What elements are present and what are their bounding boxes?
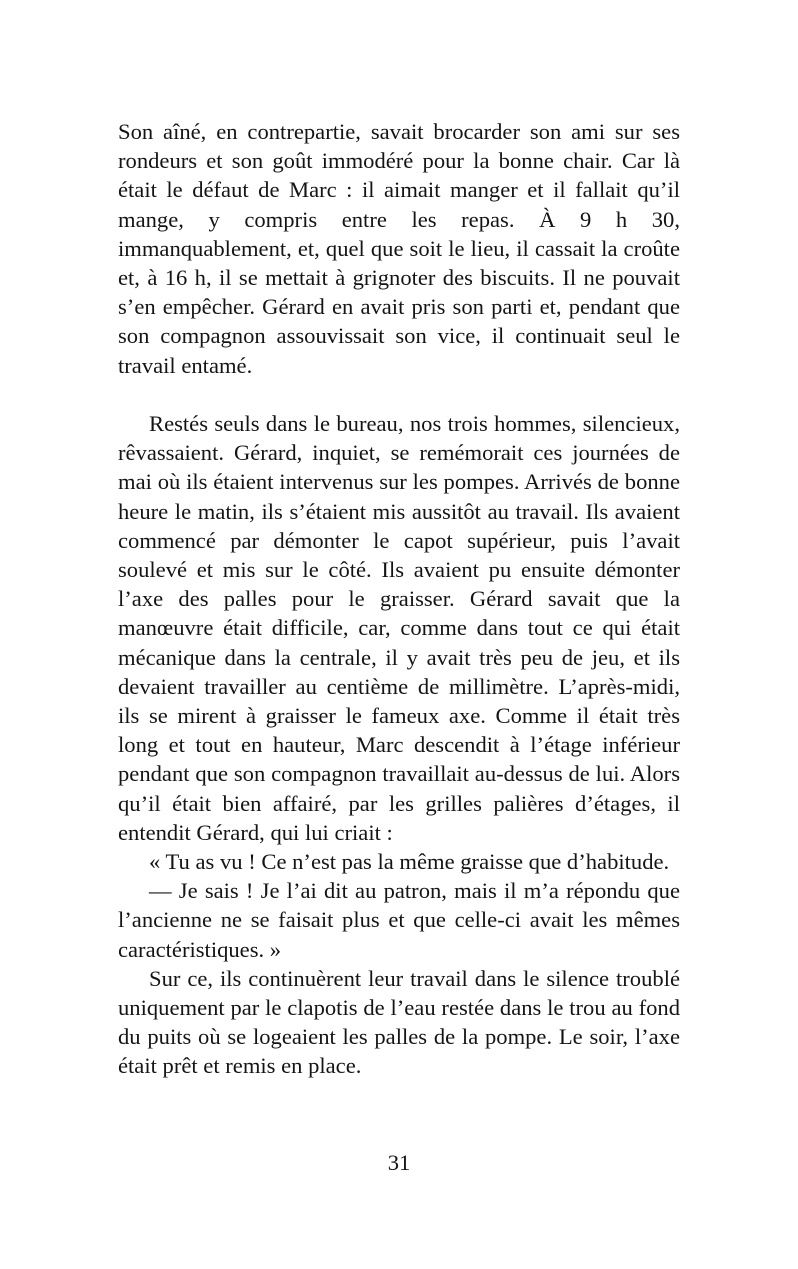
- dialogue-line-2: — Je sais ! Je l’ai dit au patron, mais il m’a répondu que l’ancienne ne se faisait plus et que celle-ci avait les mêmes caractéristiques. »: [118, 878, 680, 962]
- body-text: [118, 117, 680, 1081]
- section-break: [118, 380, 680, 409]
- paragraph-2: Restés seuls dans le bureau, nos trois hommes, silencieux, rêvassaient. Gérard, inquiet, se remémorait ces journées de mai où ils étaient intervenus sur les pompes. Arrivés de bonne heure le matin, ils s’étaient mis aussitôt au travail. Ils avaient commencé par démonter le capot supérieur, puis l’avait soulevé et mis sur le côté. Ils avaient pu ensuite démonter l’axe des palles pour le graisser. Gérard savait que la manœuvre était difficile, car, comme dans tout ce qui était mécanique dans la centrale, il y avait très peu de jeu, et ils devaient travailler au centième de millimètre. L’après-midi, ils se mirent à graisser le fameux axe. Comme il était très long et tout en hauteur, Marc descendit à l’étage inférieur pendant que son compagnon travaillait au-dessus de lui. Alors qu’il était bien affairé, par les grilles palières d’étages, il entendit Gérard, qui lui criait :: [118, 411, 680, 845]
- page-number: 31: [387, 1150, 411, 1175]
- paragraph-3: Sur ce, ils continuèrent leur travail dans le silence troublé uniquement par le clapotis de l’eau restée dans le trou au fond du puits où se logeaient les palles de la pompe. Le soir, l’axe était prêt et remis en place.: [118, 965, 680, 1079]
- paragraph-1: Son aîné, en contrepartie, savait brocarder son ami sur ses rondeurs et son goût immodéré pour la bonne chair. Car là était le défaut de Marc : il aimait manger et il fallait qu’il mange, y compris entre les repas. À 9 h 30, immanquablement, et, quel que soit le lieu, il cassait la croûte et, à 16 h, il se mettait à grignoter des biscuits. Il ne pouvait s’en empêcher. Gérard en avait pris son parti et, pendant que son compagnon assouvissait son vice, il continuait seul le travail entamé.: [118, 119, 680, 378]
- dialogue-line-1: « Tu as vu ! Ce n’est pas la même graisse que d’habitude.: [149, 849, 670, 875]
